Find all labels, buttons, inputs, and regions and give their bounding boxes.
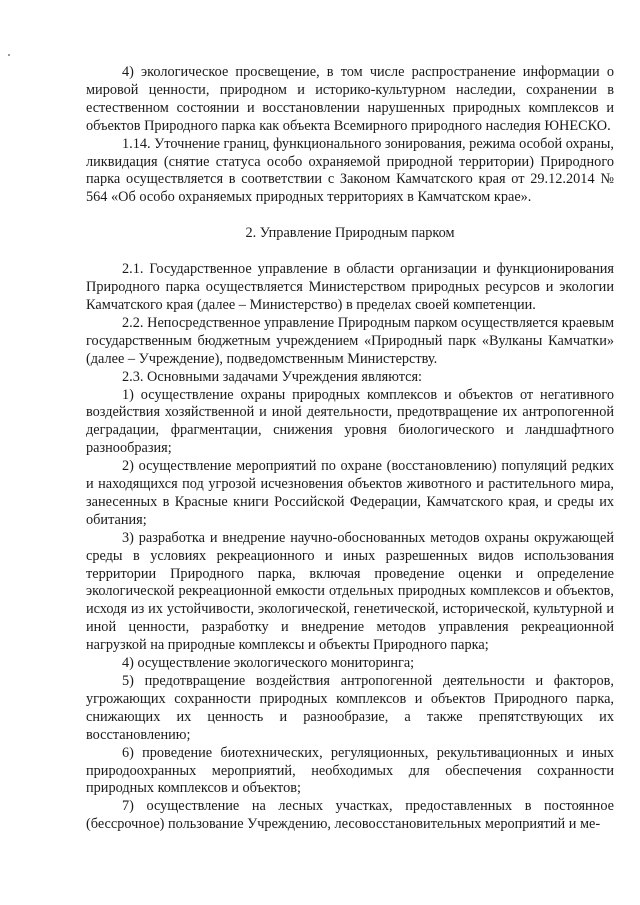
paragraph: 2.2. Непосредственное управление Природным парком осуществляется краевым государственным бюджетным учреждением «Природный парк «Вулканы Камчатки» (далее – Учреждение), подведомственным Министерству.: [86, 314, 614, 367]
list-item: 7) осуществление на лесных участках, предоставленных в постоянное (бессрочное) пользование Учреждению, лесовосстановительных мероприятий и ме-: [86, 798, 614, 833]
list-item: 2) осуществление мероприятий по охране (восстановлению) популяций редких и находящихся под угрозой исчезновения объектов животного и растительного мира, занесенных в Красные книги Российской Федерации, Камчатского края, и среды их обитания;: [86, 458, 614, 528]
scan-margin-mark: [8, 54, 10, 56]
list-item: 3) разработка и внедрение научно-обоснованных методов охраны окружающей среды в условиях рекреационного и иных разрешенных видов использования территории Природного парка, включая проведение оценки и определение экологической рекреационной емкости отдельных природных комплексов и объектов, исходя из их устойчивости, экологической, генетической, исторической, культурной и иной ценности, разработку и внедрение методов управления рекреационной нагрузкой на природные комплексы и объекты Природного парка;: [86, 529, 614, 654]
section-heading: 2. Управление Природным парком: [245, 225, 455, 242]
paragraph: 2.1. Государственное управление в области организации и функционирования Природного парка осуществляется Министерством природных ресурсов и экологии Камчатского края (далее – Министерство) в пределах своей компетенции.: [86, 261, 614, 313]
paragraph: 2.3. Основными задачами Учреждения являются:: [122, 368, 423, 385]
list-item: 1) осуществление охраны природных комплексов и объектов от негативного воздействия хозяйственной и иной деятельности, предотвращение их антропогенной деградации, фрагментации, снижения уровня биологического и ландшафтного разнообразия;: [86, 386, 614, 457]
paragraph: 1.14. Уточнение границ, функционального зонирования, режима особой охраны, ликвидация (снятие статуса особо охраняемой природной территории) Природного парка осуществляется в соответствии с Законом Камчатского края от 29.12.2014 № 564 «Об особо охраняемых природных территориях в Камчатском крае».: [86, 135, 614, 206]
paragraph: 4) экологическое просвещение, в том числе распространение информации о мировой ценности, природном и историко-культурном наследии, сохранении в естественном состоянии и восстановлении нарушенных природных комплексов и объектов Природного парка как объекта Всемирного природного наследия ЮНЕСКО.: [86, 64, 614, 134]
list-item: 5) предотвращение воздействия антропогенной деятельности и факторов, угрожающих сохранности природных комплексов и объектов Природного парка, снижающих их ценность и разнообразие, а также препятствующих их восстановлению;: [86, 673, 614, 743]
list-item: 6) проведение биотехнических, регуляционных, рекультивационных и иных природоохранных мероприятий, необходимых для обеспечения сохранности природных комплексов и объектов;: [86, 744, 614, 797]
document-page: [86, 64, 614, 834]
list-item: 4) осуществление экологического мониторинга;: [122, 655, 415, 672]
